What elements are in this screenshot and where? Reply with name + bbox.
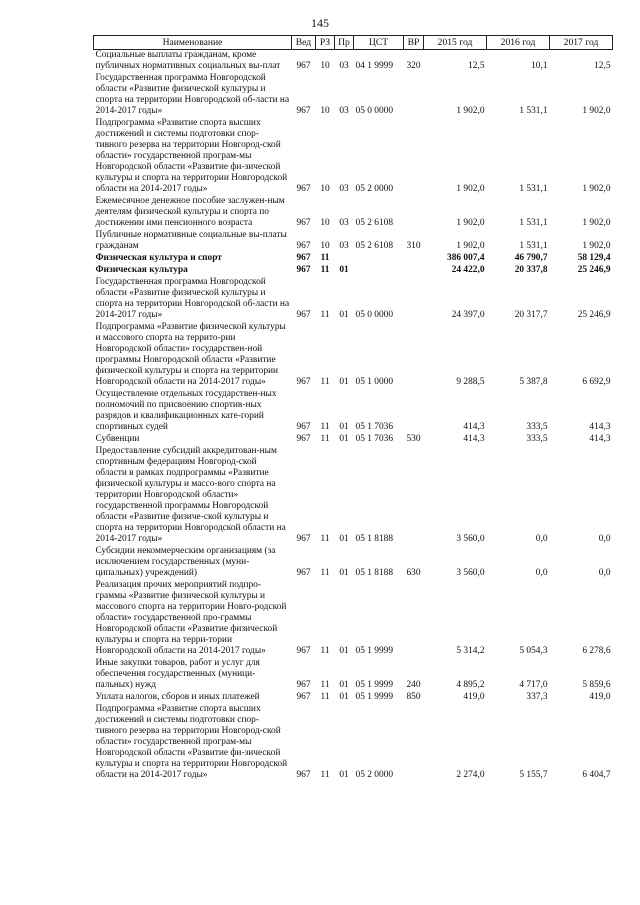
row-ved: 967 — [296, 377, 311, 387]
table-row — [94, 692, 613, 704]
row-2015: 1 902,0 — [456, 241, 485, 251]
table-row — [94, 118, 613, 196]
row-name: Предоставление субсидий аккредитован-ным спортивным федерациям Новгород-ской области в рамках подпрограммы «Развитие физической культуры и массо-вого спорта на территории Новгородской области» государственной программы Новгородской области «Развитие физиче-ской культуры и спорта на территории Новгородской области на 2014-2017 годы» — [95, 446, 286, 544]
row-2015: 414,3 — [463, 422, 485, 432]
table-row — [94, 580, 613, 658]
row-ved: 967 — [296, 61, 311, 71]
row-name: Физическая культура — [95, 265, 188, 275]
table-row — [94, 658, 613, 692]
row-2017: 12,5 — [594, 61, 611, 71]
row-2016: 46 790,7 — [514, 253, 548, 263]
table-row — [94, 277, 613, 322]
row-pr: 03 — [339, 218, 349, 228]
row-2017: 1 902,0 — [582, 184, 611, 194]
row-pr: 03 — [339, 106, 349, 116]
row-pr: 01 — [339, 434, 349, 444]
row-ved: 967 — [296, 241, 311, 251]
row-ved: 967 — [296, 770, 311, 780]
row-2016: 1 531,1 — [519, 184, 548, 194]
row-2015: 1 902,0 — [456, 184, 485, 194]
page-number: 145 — [311, 16, 329, 30]
row-name: Подпрограмма «Развитие физической культуры и массового спорта на террито-рии Новгородской области» государствен-ной программы Новгородской области «Развитие физической культуры и спорта на территории Новгородской области на 2014-2017 годы» — [95, 322, 286, 387]
header-2017: 2017 год — [550, 36, 613, 50]
row-2016: 333,5 — [526, 422, 548, 432]
row-pr: 01 — [339, 568, 349, 578]
row-2015: 1 902,0 — [456, 106, 485, 116]
row-2017: 58 129,4 — [577, 253, 611, 263]
row-cst — [354, 265, 404, 277]
row-cst: 05 2 0000 — [355, 770, 393, 780]
row-name: Государственная программа Новгородской области «Развитие физической культуры и спорта на территории Новгородской об-ласти на 2014-2017 годы» — [95, 73, 290, 116]
row-cst: 05 2 6108 — [355, 241, 393, 251]
row-2017: 25 246,9 — [577, 265, 611, 275]
row-pr: 01 — [339, 646, 349, 656]
row-2016: 5 054,3 — [519, 646, 548, 656]
row-pr: 03 — [339, 241, 349, 251]
row-2015: 386 007,4 — [447, 253, 485, 263]
row-2015: 414,3 — [463, 434, 485, 444]
row-vr: 240 — [406, 680, 421, 690]
row-2016: 5 155,7 — [519, 770, 548, 780]
row-pr — [335, 253, 354, 265]
table-row — [94, 446, 613, 546]
header-name: Наименование — [94, 36, 292, 50]
row-pr: 01 — [339, 692, 349, 702]
row-rz: 11 — [320, 534, 330, 544]
row-name: Ежемесячное денежное пособие заслужен-ным деятелям физической культуры и спорта по достижении ими пенсионного возраста — [95, 196, 285, 228]
header-rz: РЗ — [316, 36, 335, 50]
row-2016: 5 387,8 — [519, 377, 548, 387]
row-rz: 11 — [320, 568, 330, 578]
row-2015: 419,0 — [463, 692, 485, 702]
row-ved: 967 — [296, 106, 311, 116]
row-vr: 630 — [406, 568, 421, 578]
row-vr — [404, 446, 424, 546]
row-rz: 11 — [320, 253, 330, 263]
row-2015: 4 895,2 — [456, 680, 485, 690]
row-rz: 11 — [320, 422, 330, 432]
row-2017: 6 278,6 — [582, 646, 611, 656]
row-2017: 414,3 — [589, 434, 611, 444]
row-cst: 05 0 0000 — [355, 310, 393, 320]
row-cst: 05 1 8188 — [355, 534, 393, 544]
row-rz: 10 — [320, 106, 330, 116]
row-name: Социальные выплаты гражданам, кроме публичных нормативных социальных вы-плат — [95, 50, 281, 71]
row-2017: 1 902,0 — [582, 106, 611, 116]
row-name: Подпрограмма «Развитие спорта высших достижений и системы подготовки спор-тивного резерва на территории Новгород-ской области» государственной програм-мы Новгородской области «Развитие фи-зической культуры и спорта на территории Новгородской области на 2014-2017 годы» — [95, 704, 288, 780]
header-2016: 2016 год — [487, 36, 550, 50]
row-2016: 337,3 — [526, 692, 548, 702]
row-vr — [404, 118, 424, 196]
row-ved: 967 — [296, 218, 311, 228]
table-row — [94, 230, 613, 253]
row-2016: 333,5 — [526, 434, 548, 444]
row-cst: 05 2 0000 — [355, 184, 393, 194]
row-2016: 1 531,1 — [519, 106, 548, 116]
row-rz: 11 — [320, 692, 330, 702]
row-2017: 1 902,0 — [582, 241, 611, 251]
row-cst: 05 1 9999 — [355, 692, 393, 702]
row-2015: 12,5 — [468, 61, 485, 71]
row-cst: 05 0 0000 — [355, 106, 393, 116]
row-ved: 967 — [296, 680, 311, 690]
row-rz: 10 — [320, 241, 330, 251]
row-cst: 05 1 9999 — [355, 646, 393, 656]
row-2016: 1 531,1 — [519, 241, 548, 251]
row-rz: 10 — [320, 61, 330, 71]
row-name: Субвенции — [95, 434, 140, 444]
row-pr: 01 — [339, 265, 349, 275]
row-name: Публичные нормативные социальные вы-платы гражданам — [95, 230, 287, 251]
row-pr: 01 — [339, 377, 349, 387]
header-vr: ВР — [404, 36, 424, 50]
row-ved: 967 — [296, 434, 311, 444]
row-2016: 0,0 — [535, 568, 548, 578]
row-2017: 6 692,9 — [582, 377, 611, 387]
row-pr: 01 — [339, 422, 349, 432]
row-2016: 1 531,1 — [519, 218, 548, 228]
row-cst: 05 1 0000 — [355, 377, 393, 387]
row-name: Государственная программа Новгородской области «Развитие физической культуры и спорта на территории Новгородской об-ласти на 2014-2017 годы» — [95, 277, 290, 320]
row-2015: 2 274,0 — [456, 770, 485, 780]
row-2016: 4 717,0 — [519, 680, 548, 690]
row-vr — [404, 196, 424, 230]
row-ved: 967 — [296, 184, 311, 194]
table-row — [94, 322, 613, 389]
budget-table — [93, 35, 613, 782]
row-vr — [404, 265, 424, 277]
row-2017: 414,3 — [589, 422, 611, 432]
row-name: Субсидии некоммерческим организациям (за исключением государственных (муни-ципальных) учреждений) — [95, 546, 276, 578]
row-rz: 11 — [320, 434, 330, 444]
row-ved: 967 — [296, 568, 311, 578]
row-rz: 11 — [320, 310, 330, 320]
row-2015: 3 560,0 — [456, 568, 485, 578]
row-2017: 5 859,6 — [582, 680, 611, 690]
row-vr — [404, 322, 424, 389]
row-ved: 967 — [296, 310, 311, 320]
row-vr — [404, 73, 424, 118]
row-pr: 01 — [339, 680, 349, 690]
row-2017: 25 246,9 — [577, 310, 611, 320]
row-vr: 530 — [406, 434, 421, 444]
row-2017: 1 902,0 — [582, 218, 611, 228]
row-ved: 967 — [296, 422, 311, 432]
row-2015: 24 422,0 — [451, 265, 485, 275]
row-vr — [404, 389, 424, 434]
row-2017: 0,0 — [598, 534, 611, 544]
row-cst — [354, 253, 404, 265]
row-ved: 967 — [296, 646, 311, 656]
row-ved: 967 — [296, 253, 311, 263]
header-2015: 2015 год — [424, 36, 487, 50]
row-2015: 9 288,5 — [456, 377, 485, 387]
row-rz: 11 — [320, 377, 330, 387]
row-ved: 967 — [296, 265, 311, 275]
table-header-row — [94, 36, 613, 50]
row-2016: 20 337,8 — [514, 265, 548, 275]
row-vr: 320 — [406, 61, 421, 71]
row-2015: 5 314,2 — [456, 646, 485, 656]
row-2017: 419,0 — [589, 692, 611, 702]
row-name: Уплата налогов, сборов и иных платежей — [95, 692, 260, 702]
row-2016: 0,0 — [535, 534, 548, 544]
row-cst: 04 1 9999 — [355, 61, 393, 71]
row-name: Осуществление отдельных государствен-ных полномочий по присвоению спортив-ных разрядов и квалификационных кате-горий спортивных судей — [95, 389, 277, 432]
row-cst: 05 1 8188 — [355, 568, 393, 578]
table-row — [94, 196, 613, 230]
row-vr — [404, 277, 424, 322]
row-name: Физическая культура и спорт — [95, 253, 222, 263]
table-row — [94, 389, 613, 434]
row-rz: 11 — [320, 770, 330, 780]
row-2017: 6 404,7 — [582, 770, 611, 780]
header-ved: Вед — [292, 36, 316, 50]
row-vr — [404, 704, 424, 782]
table-body — [94, 50, 613, 783]
row-cst: 05 1 9999 — [355, 680, 393, 690]
table-row — [94, 546, 613, 580]
header-pr: Пр — [335, 36, 354, 50]
row-name: Иные закупки товаров, работ и услуг для обеспечения государственных (муници-пальных) нужд — [95, 658, 260, 690]
table-row — [94, 253, 613, 265]
row-rz: 10 — [320, 184, 330, 194]
row-cst: 05 2 6108 — [355, 218, 393, 228]
table-row — [94, 73, 613, 118]
row-2016: 10,1 — [531, 61, 548, 71]
table-row — [94, 50, 613, 74]
row-pr: 01 — [339, 770, 349, 780]
row-name: Реализация прочих мероприятий подпро-граммы «Развитие физической культуры и массового спорта на территории Новго-родской области» государственной про-граммы Новгородской области «Развитие физической культуры и спорта на терри-тории Новгородской области на 2014-2017 годы» — [95, 580, 287, 656]
row-pr: 01 — [339, 534, 349, 544]
header-cst: ЦСТ — [354, 36, 404, 50]
table-row — [94, 265, 613, 277]
row-pr: 03 — [339, 184, 349, 194]
row-ved: 967 — [296, 692, 311, 702]
row-vr — [404, 580, 424, 658]
row-2015: 1 902,0 — [456, 218, 485, 228]
table-row — [94, 704, 613, 782]
row-2016: 20 317,7 — [514, 310, 548, 320]
row-rz: 11 — [320, 646, 330, 656]
row-vr: 310 — [406, 241, 421, 251]
row-cst: 05 1 7036 — [355, 422, 393, 432]
row-2015: 3 560,0 — [456, 534, 485, 544]
row-2017: 0,0 — [598, 568, 611, 578]
row-vr — [404, 253, 424, 265]
row-rz: 10 — [320, 218, 330, 228]
row-2015: 24 397,0 — [451, 310, 485, 320]
row-name: Подпрограмма «Развитие спорта высших достижений и системы подготовки спор-тивного резерва на территории Новгород-ской области» государственной програм-мы Новгородской области «Развитие фи-зической культуры и спорта на территории Новгородской области на 2014-2017 годы» — [95, 118, 288, 194]
row-pr: 03 — [339, 61, 349, 71]
row-ved: 967 — [296, 534, 311, 544]
row-vr: 850 — [406, 692, 421, 702]
row-cst: 05 1 7036 — [355, 434, 393, 444]
row-rz: 11 — [320, 680, 330, 690]
row-rz: 11 — [320, 265, 330, 275]
row-pr: 01 — [339, 310, 349, 320]
table-row — [94, 434, 613, 446]
